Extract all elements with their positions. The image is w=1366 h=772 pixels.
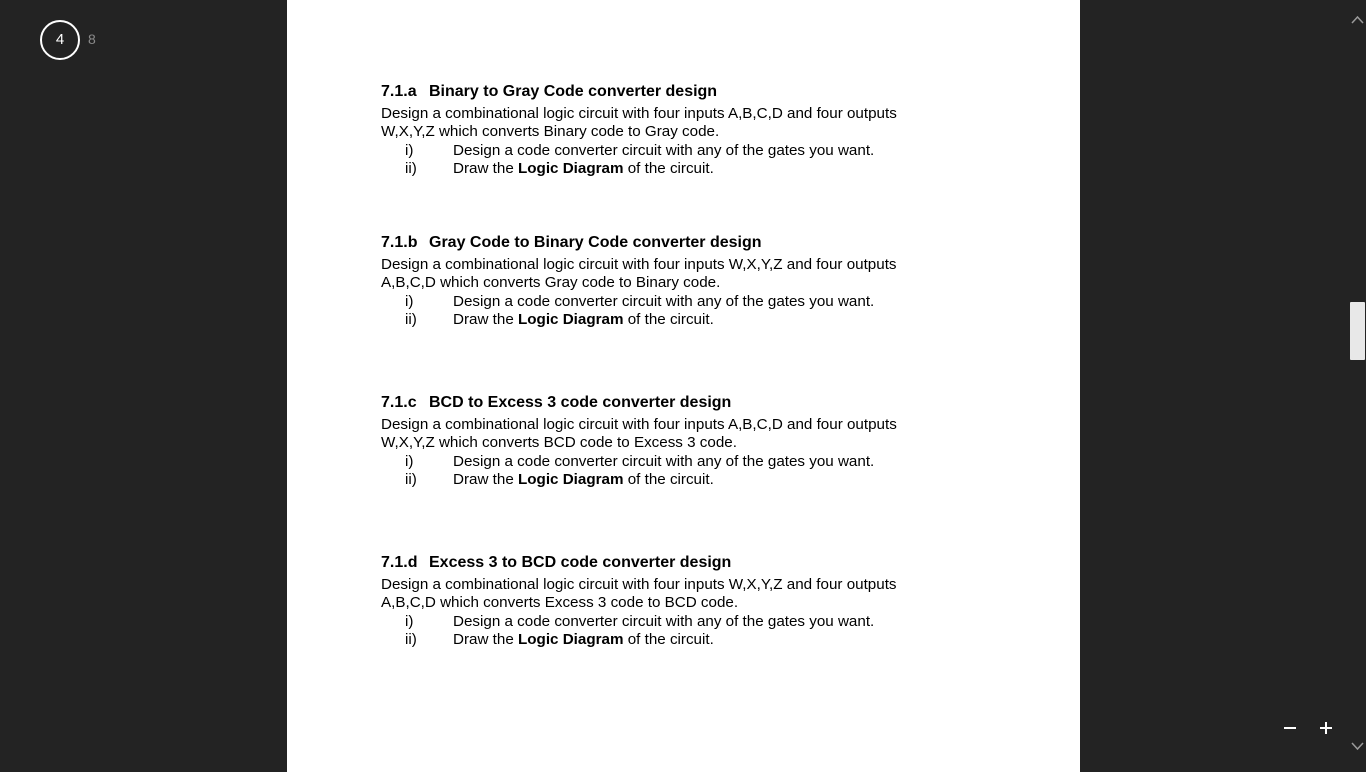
section-7-1-d bbox=[381, 552, 981, 649]
task-item bbox=[381, 293, 981, 311]
task-number: ii) bbox=[405, 630, 417, 648]
section-heading bbox=[381, 552, 981, 573]
section-title: Binary to Gray Code converter design bbox=[429, 83, 718, 100]
task-text bbox=[453, 311, 714, 329]
task-item bbox=[381, 613, 981, 631]
plus-icon bbox=[1314, 716, 1338, 740]
task-text-suffix: of the circuit. bbox=[623, 630, 714, 648]
description-line: Design a combinational logic circuit with four inputs W,X,Y,Z and four outputs bbox=[381, 256, 897, 273]
task-number: ii) bbox=[405, 470, 417, 488]
section-7-1-c bbox=[381, 392, 981, 489]
document-page bbox=[287, 0, 1080, 772]
task-item bbox=[381, 160, 981, 178]
task-text-suffix: of the circuit. bbox=[623, 310, 714, 328]
section-number: 7.1.b bbox=[381, 234, 418, 251]
vertical-scrollbar[interactable] bbox=[1349, 0, 1366, 772]
task-text: Design a code converter circuit with any of the gates you want. bbox=[453, 141, 875, 159]
task-number: i) bbox=[405, 612, 414, 630]
section-description bbox=[381, 416, 981, 453]
task-text: Design a code converter circuit with any of the gates you want. bbox=[453, 292, 875, 310]
description-line: Design a combinational logic circuit with four inputs W,X,Y,Z and four outputs bbox=[381, 576, 897, 593]
description-line: Design a combinational logic circuit with four inputs A,B,C,D and four outputs bbox=[381, 105, 897, 122]
task-text-prefix: Draw the bbox=[453, 470, 518, 488]
zoom-out-button[interactable] bbox=[1278, 716, 1302, 740]
description-line: W,X,Y,Z which converts BCD code to Excess 3 code. bbox=[381, 434, 737, 452]
task-item bbox=[381, 471, 981, 489]
section-heading bbox=[381, 81, 981, 102]
current-page-number[interactable]: 4 bbox=[40, 20, 80, 60]
task-text bbox=[453, 631, 714, 649]
description-line: A,B,C,D which converts Gray code to Binary code. bbox=[381, 274, 721, 292]
task-number: i) bbox=[405, 141, 414, 159]
task-text-suffix: of the circuit. bbox=[623, 159, 714, 177]
task-item bbox=[381, 631, 981, 649]
section-description bbox=[381, 105, 981, 142]
section-description bbox=[381, 256, 981, 293]
section-title: Excess 3 to BCD code converter design bbox=[429, 554, 732, 571]
task-text-emphasis: Logic Diagram bbox=[518, 470, 624, 488]
section-7-1-b bbox=[381, 232, 981, 329]
task-text-prefix: Draw the bbox=[453, 159, 518, 177]
description-line: A,B,C,D which converts Excess 3 code to BCD code. bbox=[381, 594, 739, 612]
section-heading bbox=[381, 392, 981, 413]
section-number: 7.1.d bbox=[381, 554, 418, 571]
section-number: 7.1.a bbox=[381, 83, 417, 100]
zoom-in-button[interactable] bbox=[1314, 716, 1338, 740]
scroll-thumb[interactable] bbox=[1350, 302, 1365, 360]
task-text-emphasis: Logic Diagram bbox=[518, 310, 624, 328]
total-pages: 8 bbox=[88, 31, 96, 47]
task-number: i) bbox=[405, 292, 414, 310]
task-item bbox=[381, 311, 981, 329]
task-text bbox=[453, 471, 714, 489]
chevron-down-icon bbox=[1349, 736, 1366, 756]
task-item bbox=[381, 142, 981, 160]
scroll-down-button[interactable] bbox=[1349, 736, 1366, 756]
minus-icon bbox=[1278, 716, 1302, 740]
section-number: 7.1.c bbox=[381, 394, 417, 411]
section-title: BCD to Excess 3 code converter design bbox=[429, 394, 732, 411]
task-text-prefix: Draw the bbox=[453, 310, 518, 328]
task-text bbox=[453, 160, 714, 178]
description-line: W,X,Y,Z which converts Binary code to Gray code. bbox=[381, 123, 720, 141]
task-text-emphasis: Logic Diagram bbox=[518, 630, 624, 648]
description-line: Design a combinational logic circuit with four inputs A,B,C,D and four outputs bbox=[381, 416, 897, 433]
section-description bbox=[381, 576, 981, 613]
task-number: i) bbox=[405, 452, 414, 470]
task-text-prefix: Draw the bbox=[453, 630, 518, 648]
task-text: Design a code converter circuit with any of the gates you want. bbox=[453, 612, 875, 630]
task-text-suffix: of the circuit. bbox=[623, 470, 714, 488]
section-heading bbox=[381, 232, 981, 253]
task-text-emphasis: Logic Diagram bbox=[518, 159, 624, 177]
task-text: Design a code converter circuit with any of the gates you want. bbox=[453, 452, 875, 470]
chevron-up-icon bbox=[1349, 10, 1366, 30]
section-title: Gray Code to Binary Code converter design bbox=[429, 234, 762, 251]
section-7-1-a bbox=[381, 81, 981, 178]
task-item bbox=[381, 453, 981, 471]
scroll-up-button[interactable] bbox=[1349, 10, 1366, 30]
task-number: ii) bbox=[405, 310, 417, 328]
task-number: ii) bbox=[405, 159, 417, 177]
